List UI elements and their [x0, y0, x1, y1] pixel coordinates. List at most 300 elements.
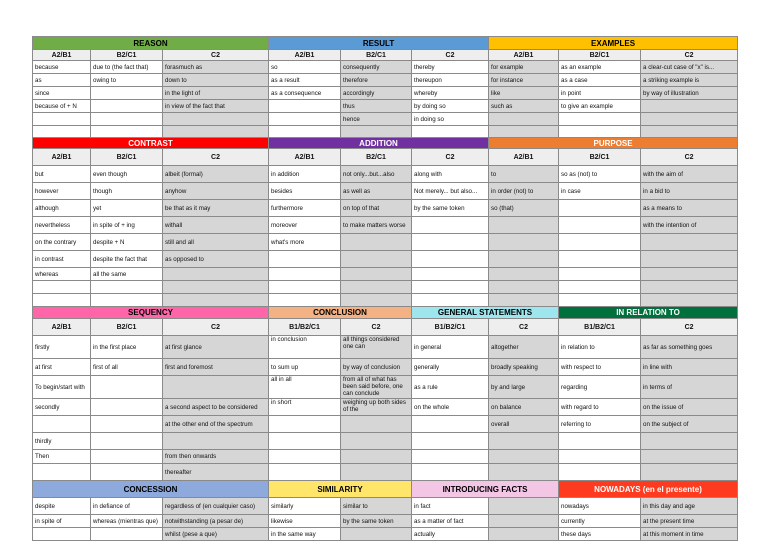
phrase-cell [163, 376, 269, 399]
phrase-cell [341, 294, 412, 307]
phrase-cell [412, 251, 489, 268]
phrase-cell: in order (not) to [489, 183, 559, 200]
sheet-row [33, 528, 738, 541]
phrase-cell [489, 234, 559, 251]
phrase-cell [559, 464, 641, 481]
phrase-cell: on the contrary [33, 234, 91, 251]
phrase-cell [33, 528, 91, 541]
phrase-cell [269, 268, 341, 281]
sheet-row [33, 149, 738, 166]
phrase-cell: thereafter [163, 464, 269, 481]
phrase-cell [559, 294, 641, 307]
phrase-cell [641, 126, 738, 138]
level-header: A2/B1 [33, 149, 91, 166]
phrase-cell [163, 268, 269, 281]
phrase-cell: Then [33, 450, 91, 464]
level-header: C2 [489, 319, 559, 336]
sheet-row [33, 200, 738, 217]
phrase-cell [412, 234, 489, 251]
sheet-row [33, 166, 738, 183]
phrase-cell: despite [33, 498, 91, 515]
phrase-cell: secondly [33, 399, 91, 416]
phrase-cell [412, 281, 489, 294]
phrase-cell: due to (the fact that) [91, 61, 163, 74]
phrase-cell [33, 113, 91, 126]
phrase-cell: notwithstanding (a pesar de) [163, 515, 269, 528]
sheet-row [33, 74, 738, 87]
similarity-section-title: SIMILARITY [269, 481, 412, 498]
phrase-cell [163, 113, 269, 126]
phrase-cell [489, 268, 559, 281]
phrase-cell [559, 126, 641, 138]
phrase-cell: altogether [489, 336, 559, 359]
phrase-cell: to make matters worse [341, 217, 412, 234]
phrase-cell: thus [341, 100, 412, 113]
sheet-row [33, 498, 738, 515]
phrase-cell [641, 113, 738, 126]
phrase-cell [91, 100, 163, 113]
phrase-cell [489, 464, 559, 481]
general-statements-section-title: GENERAL STATEMENTS [412, 307, 559, 319]
phrase-cell: since [33, 87, 91, 100]
phrase-cell: in defiance of [91, 498, 163, 515]
phrase-cell [559, 200, 641, 217]
phrase-cell [91, 416, 163, 433]
phrase-cell: these days [559, 528, 641, 541]
phrase-cell [341, 251, 412, 268]
level-header: C2 [163, 50, 269, 61]
phrase-cell [91, 464, 163, 481]
phrase-cell: because [33, 61, 91, 74]
phrase-cell: but [33, 166, 91, 183]
phrase-cell: at this moment in time [641, 528, 738, 541]
phrase-cell: in fact [412, 498, 489, 515]
phrase-cell [641, 450, 738, 464]
phrase-cell: despite the fact that [91, 251, 163, 268]
phrase-cell: furthermore [269, 200, 341, 217]
phrase-cell: all in all [269, 376, 341, 399]
level-header: C2 [412, 50, 489, 61]
phrase-cell: by the same token [412, 200, 489, 217]
phrase-cell: To begin/start with [33, 376, 91, 399]
phrase-cell: in spite of + ing [91, 217, 163, 234]
phrase-cell: in short [269, 399, 341, 416]
sheet-row [33, 138, 738, 149]
phrase-cell [269, 294, 341, 307]
level-header: C2 [641, 149, 738, 166]
phrase-cell: so as (not) to [559, 166, 641, 183]
phrase-cell [91, 294, 163, 307]
phrase-cell: thirdly [33, 433, 91, 450]
phrase-cell [341, 433, 412, 450]
level-header: B2/C1 [341, 50, 412, 61]
phrase-cell [91, 399, 163, 416]
phrase-cell [341, 528, 412, 541]
phrase-cell: in relation to [559, 336, 641, 359]
phrase-cell [341, 268, 412, 281]
phrase-cell [163, 126, 269, 138]
phrase-cell: with respect to [559, 359, 641, 376]
phrase-cell [489, 450, 559, 464]
phrase-cell: a striking example is [641, 74, 738, 87]
sheet-row [33, 251, 738, 268]
phrase-cell: to sum up [269, 359, 341, 376]
phrase-cell: whereby [412, 87, 489, 100]
phrase-cell: be that as it may [163, 200, 269, 217]
phrase-cell: by way of conclusion [341, 359, 412, 376]
phrase-cell: in view of the fact that [163, 100, 269, 113]
sheet-row [33, 359, 738, 376]
phrase-cell: first and foremost [163, 359, 269, 376]
phrase-cell: in line with [641, 359, 738, 376]
phrase-cell: as opposed to [163, 251, 269, 268]
phrase-cell: albeit (formal) [163, 166, 269, 183]
phrase-cell: in point [559, 87, 641, 100]
phrase-cell [91, 113, 163, 126]
sheet-row [33, 433, 738, 450]
phrase-cell: overall [489, 416, 559, 433]
phrase-cell [559, 113, 641, 126]
phrase-cell [559, 217, 641, 234]
phrase-cell: in case [559, 183, 641, 200]
phrase-cell [33, 464, 91, 481]
phrase-cell: thereupon [412, 74, 489, 87]
examples-section-title: EXAMPLES [489, 37, 738, 50]
phrase-cell: as a case [559, 74, 641, 87]
phrase-cell: at the other end of the spectrum [163, 416, 269, 433]
phrase-cell: all the same [91, 268, 163, 281]
sheet-row [33, 515, 738, 528]
phrase-cell: in spite of [33, 515, 91, 528]
phrase-cell: on the issue of [641, 399, 738, 416]
level-header: C2 [163, 149, 269, 166]
level-header: C2 [341, 319, 412, 336]
phrase-cell [641, 433, 738, 450]
level-header: A2/B1 [33, 50, 91, 61]
sheet-row [33, 450, 738, 464]
phrase-cell: thereby [412, 61, 489, 74]
phrase-cell: nevertheless [33, 217, 91, 234]
phrase-cell: by the same token [341, 515, 412, 528]
reason-section-title: REASON [33, 37, 269, 50]
contrast-section-title: CONTRAST [33, 138, 269, 149]
purpose-section-title: PURPOSE [489, 138, 738, 149]
sheet-row [33, 234, 738, 251]
phrase-cell [269, 126, 341, 138]
phrase-cell [412, 217, 489, 234]
level-header: B2/C1 [559, 50, 641, 61]
phrase-cell: owing to [91, 74, 163, 87]
level-header: C2 [412, 149, 489, 166]
phrase-cell [269, 433, 341, 450]
phrase-cell [559, 450, 641, 464]
phrase-cell: although [33, 200, 91, 217]
phrase-cell [269, 416, 341, 433]
phrase-cell: generally [412, 359, 489, 376]
phrase-cell [91, 433, 163, 450]
level-header: A2/B1 [489, 50, 559, 61]
phrase-cell [412, 416, 489, 433]
phrase-cell [412, 433, 489, 450]
sheet-row [33, 307, 738, 319]
phrase-cell: despite + N [91, 234, 163, 251]
phrase-cell [341, 416, 412, 433]
phrase-cell [412, 126, 489, 138]
phrase-cell: as a matter of fact [412, 515, 489, 528]
phrase-cell: regardless of (en cualquier caso) [163, 498, 269, 515]
phrase-cell [489, 217, 559, 234]
phrase-cell: at first glance [163, 336, 269, 359]
phrase-cell: a second aspect to be considered [163, 399, 269, 416]
phrase-cell: consequently [341, 61, 412, 74]
phrase-cell: regarding [559, 376, 641, 399]
level-header: C2 [641, 319, 738, 336]
addition-section-title: ADDITION [269, 138, 489, 149]
phrase-cell: down to [163, 74, 269, 87]
phrase-cell: for instance [489, 74, 559, 87]
phrase-cell: along with [412, 166, 489, 183]
phrase-cell [489, 281, 559, 294]
phrase-cell: whereas (mientras que) [91, 515, 163, 528]
phrase-cell [641, 464, 738, 481]
phrase-cell: all things considered one can [341, 336, 412, 359]
level-header: B2/C1 [91, 149, 163, 166]
phrase-cell [33, 126, 91, 138]
sheet-row [33, 319, 738, 336]
phrase-cell [559, 281, 641, 294]
sheet-row [33, 37, 738, 50]
phrase-cell: still and all [163, 234, 269, 251]
phrase-cell: on top of that [341, 200, 412, 217]
phrase-cell: because of + N [33, 100, 91, 113]
phrase-cell [489, 515, 559, 528]
phrase-cell: what's more [269, 234, 341, 251]
phrase-cell: by and large [489, 376, 559, 399]
level-header: C2 [163, 319, 269, 336]
phrase-cell [412, 450, 489, 464]
phrase-cell: first of all [91, 359, 163, 376]
phrase-cell [489, 113, 559, 126]
phrase-cell [341, 281, 412, 294]
phrase-cell: Not merely... but also... [412, 183, 489, 200]
phrase-cell: broadly speaking [489, 359, 559, 376]
phrase-cell [559, 268, 641, 281]
phrase-cell: from all of what has been said before, one can conclude [341, 376, 412, 399]
phrase-cell [269, 281, 341, 294]
phrase-cell [412, 294, 489, 307]
phrase-cell: like [489, 87, 559, 100]
sheet-row [33, 126, 738, 138]
phrase-cell: so [269, 61, 341, 74]
level-header: A2/B1 [489, 149, 559, 166]
sheet-row [33, 268, 738, 281]
phrase-cell: even though [91, 166, 163, 183]
phrase-cell: to [489, 166, 559, 183]
phrase-cell: accordingly [341, 87, 412, 100]
phrase-cell [269, 464, 341, 481]
phrase-cell [269, 100, 341, 113]
level-header: B1/B2/C1 [559, 319, 641, 336]
phrase-cell: in this day and age [641, 498, 738, 515]
phrase-cell: in a bid to [641, 183, 738, 200]
level-header: A2/B1 [269, 149, 341, 166]
sheet-row [33, 113, 738, 126]
phrase-cell [641, 251, 738, 268]
phrase-cell [341, 464, 412, 481]
phrase-cell [641, 234, 738, 251]
sheet-row [33, 217, 738, 234]
phrase-cell: weighing up both sides of the [341, 399, 412, 416]
phrase-cell [91, 126, 163, 138]
in-relation-to-section-title: IN RELATION TO [559, 307, 738, 319]
phrase-cell: however [33, 183, 91, 200]
level-header: B2/C1 [91, 50, 163, 61]
phrase-cell: in addition [269, 166, 341, 183]
phrase-cell [91, 450, 163, 464]
level-header: B1/B2/C1 [269, 319, 341, 336]
phrase-cell [163, 433, 269, 450]
phrase-cell: in conclusion [269, 336, 341, 359]
nowadays-section-title: NOWADAYS (en el presente) [559, 481, 738, 498]
phrase-cell: by way of illustration [641, 87, 738, 100]
introducing-facts-section-title: INTRODUCING FACTS [412, 481, 559, 498]
phrase-cell: with the aim of [641, 166, 738, 183]
phrase-cell: as an example [559, 61, 641, 74]
phrase-cell: in the first place [91, 336, 163, 359]
phrase-cell: as a consequence [269, 87, 341, 100]
phrase-cell: nowadays [559, 498, 641, 515]
phrase-cell: so (that) [489, 200, 559, 217]
phrase-cell: therefore [341, 74, 412, 87]
phrase-cell: with regard to [559, 399, 641, 416]
sheet-row [33, 336, 738, 359]
phrase-cell: as a result [269, 74, 341, 87]
phrase-cell [33, 294, 91, 307]
phrase-cell: moreover [269, 217, 341, 234]
phrase-cell: on the whole [412, 399, 489, 416]
phrase-cell: as a means to [641, 200, 738, 217]
phrase-cell: as a rule [412, 376, 489, 399]
phrase-cell: with the intention of [641, 217, 738, 234]
phrase-cell: yet [91, 200, 163, 217]
phrase-cell [412, 268, 489, 281]
phrase-cell [559, 433, 641, 450]
phrase-cell [559, 251, 641, 268]
phrase-cell: in the light of [163, 87, 269, 100]
phrase-cell: such as [489, 100, 559, 113]
conclusion-section-title: CONCLUSION [269, 307, 412, 319]
phrase-cell: currently [559, 515, 641, 528]
phrase-cell [489, 294, 559, 307]
phrase-cell: referring to [559, 416, 641, 433]
sheet-row [33, 416, 738, 433]
phrase-cell [341, 450, 412, 464]
level-header: A2/B1 [33, 319, 91, 336]
phrase-cell [489, 126, 559, 138]
phrase-cell [163, 281, 269, 294]
sheet-row [33, 464, 738, 481]
phrase-cell: from then onwards [163, 450, 269, 464]
phrase-cell [91, 87, 163, 100]
sheet-row [33, 281, 738, 294]
phrase-cell: besides [269, 183, 341, 200]
level-header: A2/B1 [269, 50, 341, 61]
sheet-row [33, 294, 738, 307]
phrase-cell [489, 498, 559, 515]
phrase-cell: similar to [341, 498, 412, 515]
phrase-cell: firstly [33, 336, 91, 359]
phrase-cell [91, 376, 163, 399]
phrase-cell: as far as something goes [641, 336, 738, 359]
phrase-cell: in terms of [641, 376, 738, 399]
sheet-row [33, 481, 738, 498]
phrase-cell: similarly [269, 498, 341, 515]
phrase-cell: by doing so [412, 100, 489, 113]
sheet-row [33, 183, 738, 200]
level-header: C2 [641, 50, 738, 61]
phrase-cell: in the same way [269, 528, 341, 541]
phrase-cell: a clear-cut case of "x" is... [641, 61, 738, 74]
phrase-cell [269, 113, 341, 126]
phrase-cell: though [91, 183, 163, 200]
phrase-cell: whereas [33, 268, 91, 281]
sheet-row [33, 50, 738, 61]
result-section-title: RESULT [269, 37, 489, 50]
phrase-cell: at the present time [641, 515, 738, 528]
sheet-row [33, 376, 738, 399]
phrase-cell [641, 294, 738, 307]
phrase-cell: for example [489, 61, 559, 74]
phrase-cell: on the subject of [641, 416, 738, 433]
phrase-cell [489, 251, 559, 268]
phrase-cell: hence [341, 113, 412, 126]
phrase-cell: in general [412, 336, 489, 359]
phrase-cell [641, 281, 738, 294]
phrase-cell: in contrast [33, 251, 91, 268]
phrase-cell: likewise [269, 515, 341, 528]
phrase-cell: on balance [489, 399, 559, 416]
phrase-cell: as well as [341, 183, 412, 200]
phrase-cell [641, 100, 738, 113]
sheet-row [33, 100, 738, 113]
phrase-cell [33, 416, 91, 433]
phrase-cell [163, 294, 269, 307]
phrase-cell [33, 281, 91, 294]
phrase-cell: anyhow [163, 183, 269, 200]
phrase-cell: as [33, 74, 91, 87]
sequency-section-title: SEQUENCY [33, 307, 269, 319]
phrase-cell: not only...but...also [341, 166, 412, 183]
phrase-cell [91, 528, 163, 541]
sheet-row [33, 61, 738, 74]
level-header: B2/C1 [341, 149, 412, 166]
concession-section-title: CONCESSION [33, 481, 269, 498]
phrase-cell [341, 126, 412, 138]
phrase-cell: to give an example [559, 100, 641, 113]
phrase-cell [269, 450, 341, 464]
phrase-cell [341, 234, 412, 251]
phrase-cell [489, 528, 559, 541]
phrase-cell: withall [163, 217, 269, 234]
connectors-table [32, 36, 738, 541]
sheet-row [33, 399, 738, 416]
phrase-cell: whilst (pese a que) [163, 528, 269, 541]
phrase-cell [489, 433, 559, 450]
phrase-cell: actually [412, 528, 489, 541]
phrase-cell [91, 281, 163, 294]
phrase-cell [559, 234, 641, 251]
phrase-cell: forasmuch as [163, 61, 269, 74]
